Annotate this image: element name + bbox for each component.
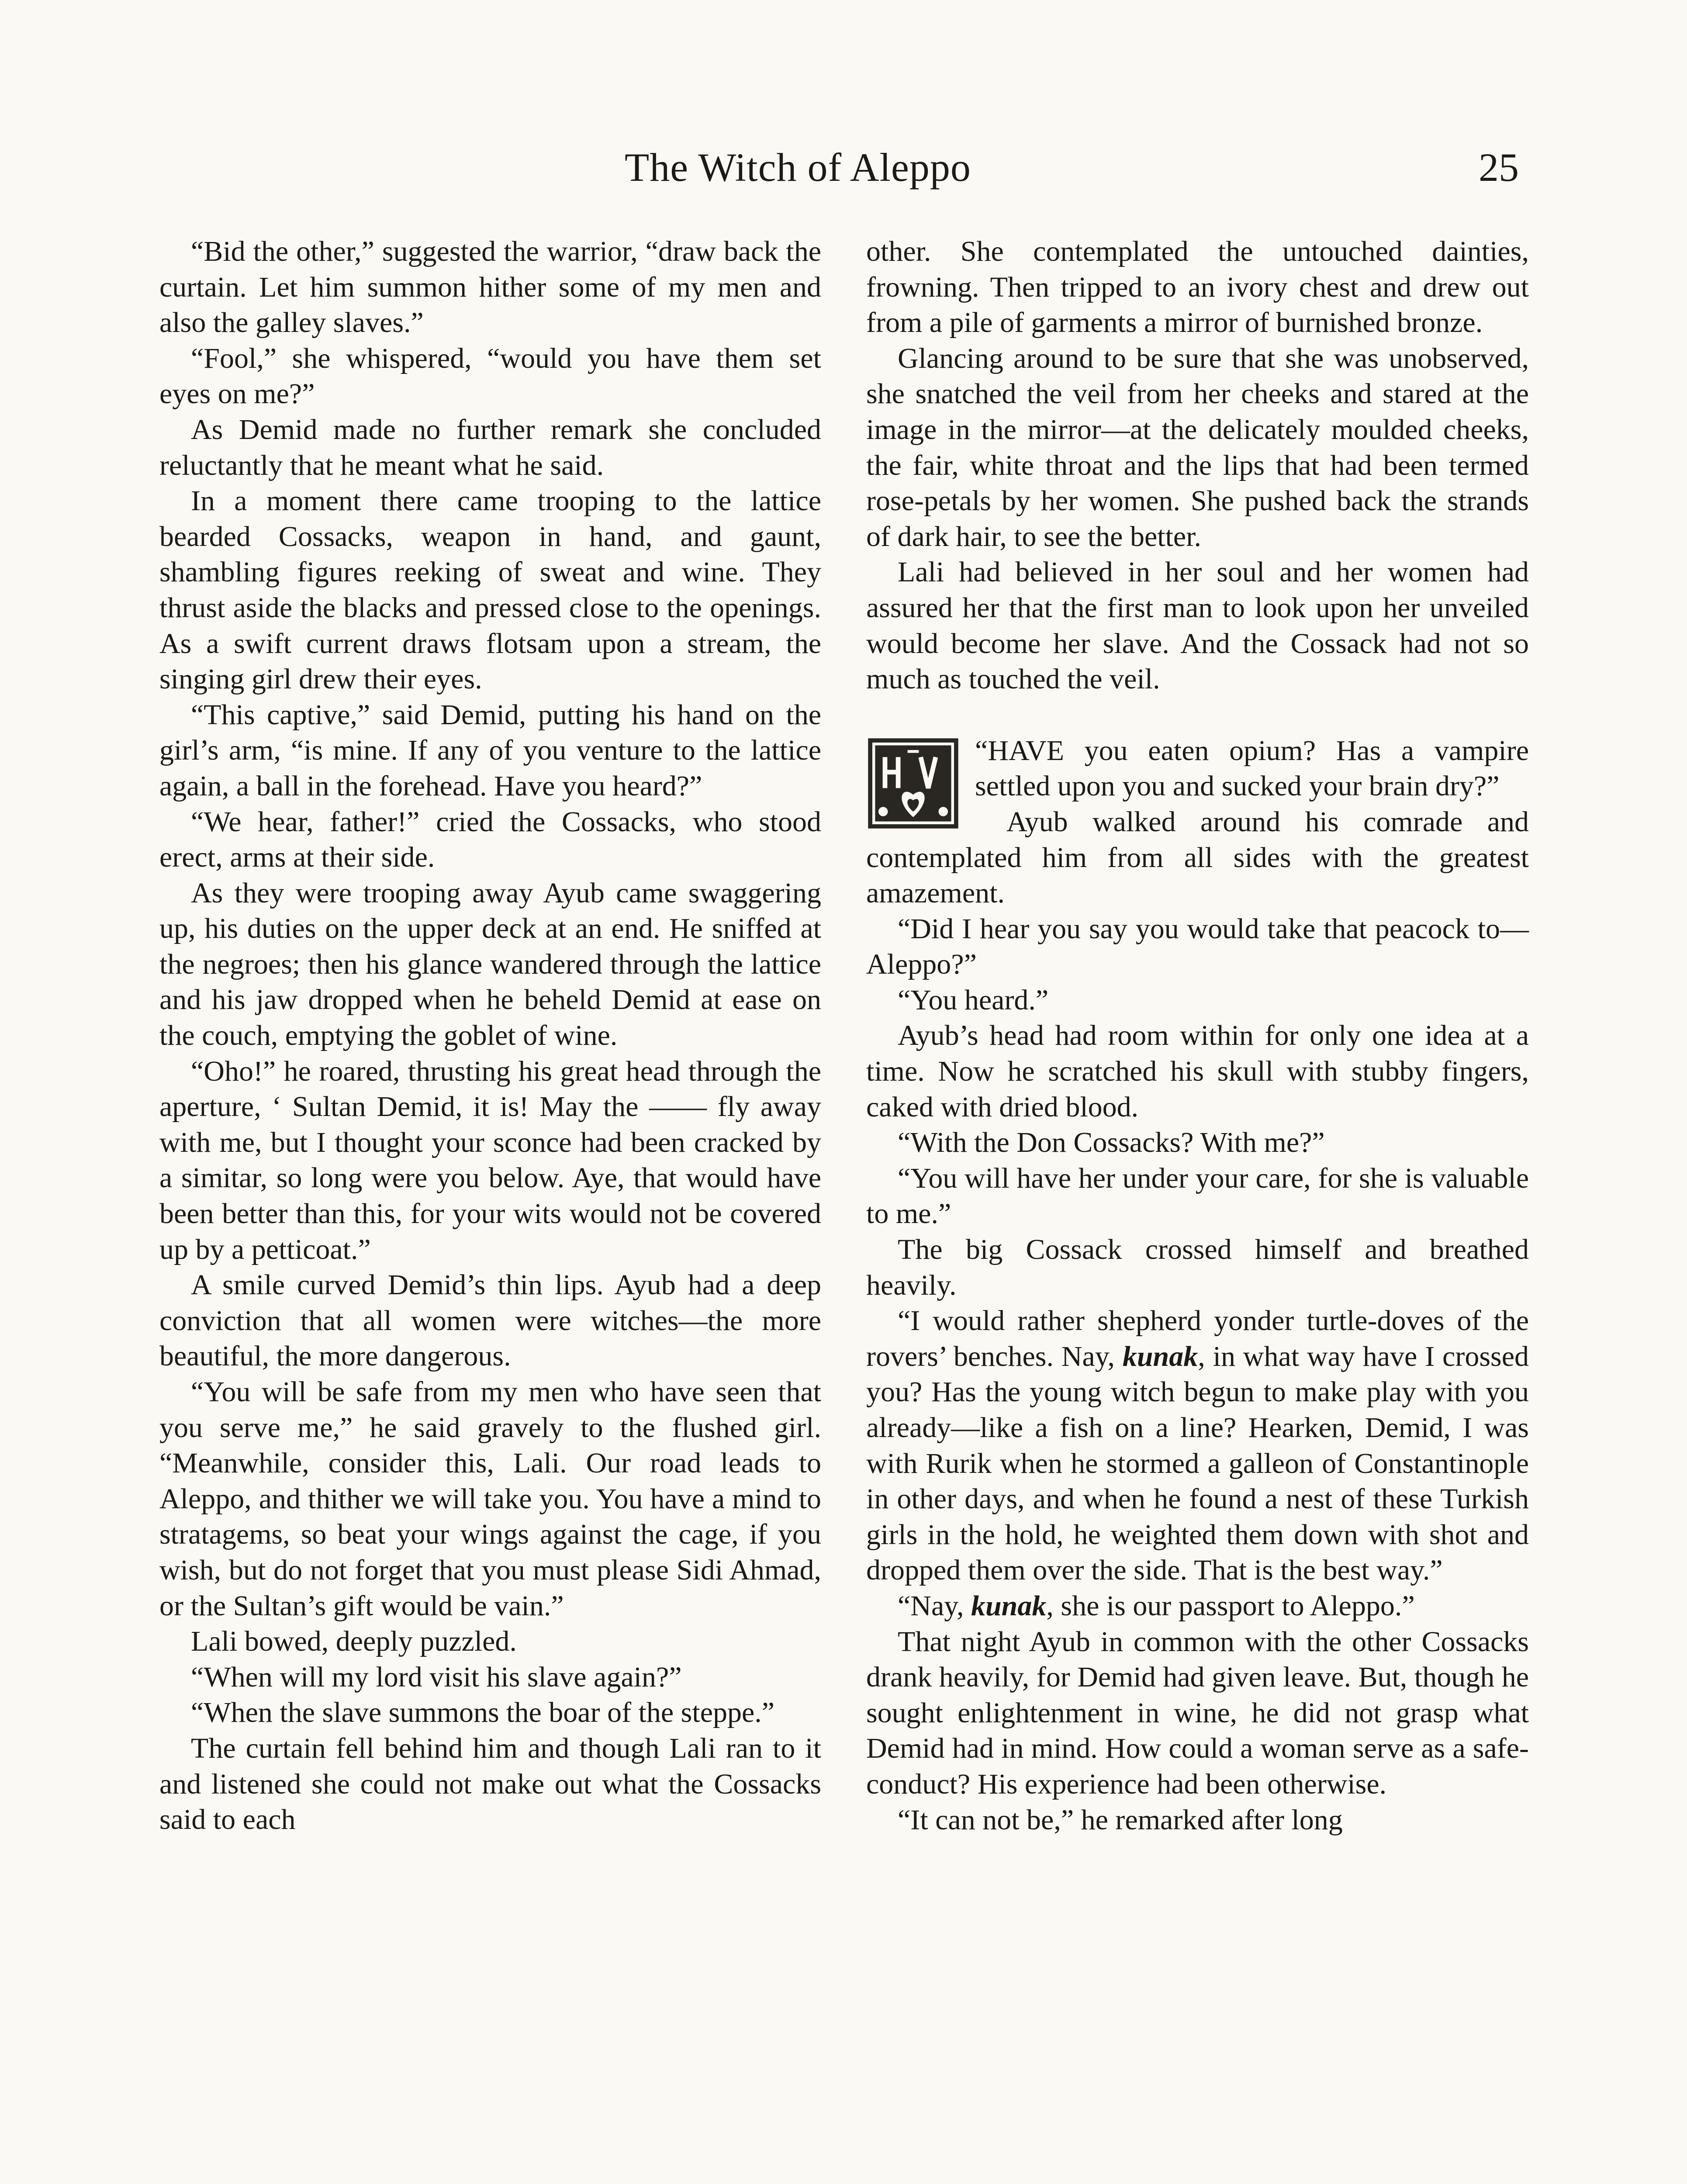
paragraph: “When the slave summons the boar of the steppe.” — [191, 1697, 775, 1729]
paragraph: As Demid made no further remark she concluded reluctantly that he meant what he said. — [159, 413, 821, 481]
paragraph: “This captive,” said Demid, putting his hand on the girl’s arm, “is mine. If any of you venture to the lattice again, a ball in the forehead. Have you heard?” — [159, 698, 821, 802]
paragraph: “Did I hear you say you would take that peacock to—Aleppo?” — [866, 912, 1529, 981]
text-run: “Nay, — [898, 1590, 971, 1622]
paragraph: As they were trooping away Ayub came swaggering up, his duties on the upper deck at an end. He sniffed at the negroes; then his glance wandered through the lattice and his jaw dropped when he beheld Demid at ease on the couch, emptying the goblet of wine. — [159, 877, 821, 1052]
paragraph — [866, 1303, 1529, 1588]
paragraph: other. She contemplated the untouched dainties, frowning. Then tripped to an ivory chest and drew out from a pile of garments a mirror of burnished bronze. — [866, 235, 1529, 339]
paragraph: In a moment there came trooping to the lattice bearded Cossacks, weapon in hand, and gaunt, shambling figures reeking of sweat and wine. They thrust aside the blacks and pressed close to the openings. As a swift current draws flotsam upon a stream, the singing girl drew their eyes. — [159, 485, 821, 695]
paragraph: Lali had believed in her soul and her women had assured her that the first man to look upon her unveiled would become her slave. And the Cossack had not so much as touched the veil. — [866, 556, 1529, 695]
paragraph: The curtain fell behind him and though Lali ran to it and listened she could not make out what the Cossacks said to each — [159, 1732, 821, 1836]
text-run: , in what way have I crossed you? Has the young witch begun to make play with you already—like a fish on a line? Hearken, Demid, I was with Rurik when he stormed a galleon of Constantinople in other days, and when he found a nest of these Turkish girls in the hold, he weighted them down with shot and dropped them over the side. That is the best way.” — [866, 1340, 1529, 1586]
page-number: 25 — [1479, 145, 1519, 190]
section-opening-paragraph — [866, 733, 1529, 804]
paragraph — [866, 1588, 1529, 1624]
paragraph: “You will be safe from my men who have seen that you serve me,” he said gravely to the flushed girl. “Meanwhile, consider this, Lali. Our road leads to Aleppo, and thither we will take you. You have a mind to stratagems, so beat your wings against the cage, if you wish, but do not forget that you must please Sidi Ahmad, or the Sultan’s gift would be vain.” — [159, 1376, 821, 1622]
paragraph: “You will have her under your care, for she is valuable to me.” — [866, 1162, 1529, 1230]
paragraph: “With the Don Cossacks? With me?” — [898, 1127, 1325, 1159]
paragraph: “Fool,” she whispered, “would you have them set eyes on me?” — [159, 342, 821, 410]
italic-word: kunak — [971, 1590, 1047, 1622]
paragraph: Lali bowed, deeply puzzled. — [191, 1625, 517, 1658]
paragraph: Ayub walked around his comrade and contemplated him from all sides with the greatest amazement. — [866, 805, 1529, 909]
paragraph: “It can not be,” he remarked after long — [898, 1804, 1343, 1836]
text-run: , she is our passport to Aleppo.” — [1046, 1590, 1415, 1622]
paragraph: A smile curved Demid’s thin lips. Ayub had a deep conviction that all women were witches—the more beautiful, the more dangerous. — [159, 1269, 821, 1372]
right-column — [866, 234, 1529, 1838]
text-run: “I would rather shepherd yonder turtle-doves of the rovers’ benches. Nay, — [866, 1305, 1529, 1372]
paragraph: “We hear, father!” cried the Cossacks, who stood erect, arms at their side. — [159, 805, 821, 874]
left-column — [159, 234, 821, 1838]
italic-word: kunak — [1122, 1340, 1198, 1372]
page-header — [0, 131, 1687, 218]
paragraph: “You heard.” — [898, 984, 1049, 1016]
section-break — [866, 697, 1529, 733]
paragraph: “When will my lord visit his slave again?” — [191, 1661, 682, 1693]
paragraph: “Oho!” he roared, thrusting his great head through the aperture, ‘ Sultan Demid, it is! May the —— fly away with me, but I thought your sconce had been cracked by a simitar, so long were you below. Aye, that would have been better than this, for your wits would not be covered up by a petticoat.” — [159, 1055, 821, 1265]
paragraph: Ayub’s head had room within for only one idea at a time. Now he scratched his skull with stubby fingers, caked with dried blood. — [866, 1019, 1529, 1123]
paragraph: The big Cossack crossed himself and breathed heavily. — [866, 1234, 1529, 1301]
paragraph: “Bid the other,” suggested the warrior, “draw back the curtain. Let him summon hither some of my men and also the galley slaves.” — [159, 235, 821, 339]
paragraph-text: “HAVE you eaten opium? Has a vampire settled upon you and sucked your brain dry?” — [975, 734, 1529, 802]
paragraph: That night Ayub in common with the other Cossacks drank heavily, for Demid had given leave. But, though he sought enlightenment in wine, he did not grasp what Demid had in mind. How could a woman serve as a safe-conduct? His experience had been otherwise. — [866, 1625, 1529, 1800]
running-title: The Witch of Aleppo — [625, 145, 971, 190]
ornamental-dropcap-icon — [866, 736, 960, 830]
paragraph: Glancing around to be sure that she was unobserved, she snatched the veil from her cheeks and stared at the image in the mirror—at the delicately moulded cheeks, the fair, white throat and the lips that had been termed rose-petals by her women. She pushed back the strands of dark hair, to see the better. — [866, 342, 1529, 553]
